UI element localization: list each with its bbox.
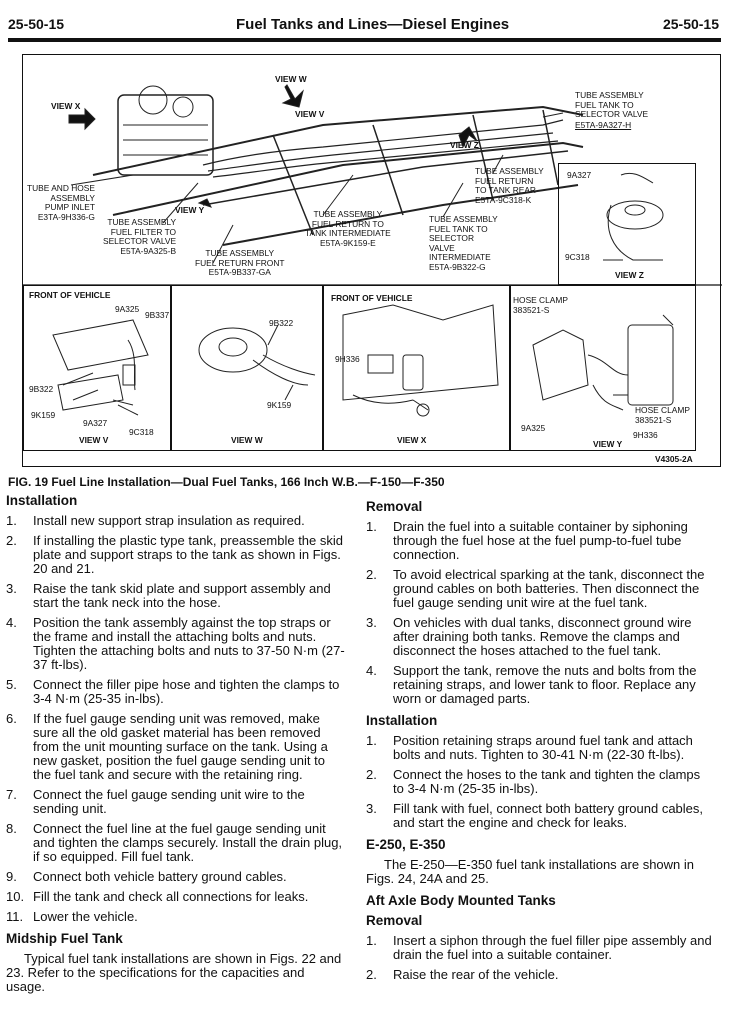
list-item: 3. Fill tank with fuel, connect both battery ground cables, and start the engine and check for leaks. [366,801,704,830]
panel-view-x [323,285,510,451]
label-y-9a325: 9A325 [521,423,546,433]
list-item: 10. Fill the tank and check all connections for leaks. [6,889,309,904]
label-tube-return-intermediate: TUBE ASSEMBLY FUEL RETURN TO TANK INTERMEDIATE E5TA-9K159-E [305,209,391,248]
e250-paragraph: The E-250—E-350 fuel tank installations are shown in Figs. 24, 24A and 25. [366,857,695,886]
list-item: 4. Position the tank assembly against the top straps or the frame and install the attaching bolts and nuts. Tighten the attaching bolts and nuts to 37-50 N·m (27-37 ft-lbs). [6,615,345,672]
midship-heading: Midship Fuel Tank [6,931,123,946]
label-w-caption: VIEW W [231,435,263,445]
list-item: 4. Support the tank, remove the nuts and bolts from the retaining straps, and lower tank to floor. Replace any worn or damaged parts. [366,663,697,706]
label-v-9b322: 9B322 [29,384,54,394]
list-item: 2. If installing the plastic type tank, preassemble the skid plate and support straps to the tank as shown in Figs. 20 and 21. [6,533,343,576]
figure-code: V4305-2A [655,454,693,464]
list-item: 2. Raise the rear of the vehicle. [366,967,559,982]
figure-19 [22,54,721,467]
page-title: Fuel Tanks and Lines—Diesel Engines [236,16,510,33]
label-v-front: FRONT OF VEHICLE [29,290,111,300]
label-tube-filter: TUBE ASSEMBLY FUEL FILTER TO SELECTOR VALVE E5TA-9A325-B [103,217,177,256]
label-v-caption: VIEW V [79,435,109,445]
label-y-9h336: 9H336 [633,430,658,440]
label-tube-selector-valve-pn: E5TA-9A327-H [575,120,632,130]
installation-heading: Installation [6,493,78,508]
label-w-9b322: 9B322 [269,318,294,328]
label-view-w: VIEW W [275,74,307,84]
label-tube-selector-intermediate: TUBE ASSEMBLY FUEL TANK TO SELECTOR VALVE INTERMEDIATE E5TA-9B322-G [429,214,498,272]
figure-caption: FIG. 19 Fuel Line Installation—Dual Fuel Tanks, 166 Inch W.B.—F-150—F-350 [8,475,445,489]
label-v-9a325: 9A325 [115,304,140,314]
label-z-caption: VIEW Z [615,270,644,280]
right-column [366,500,712,988]
header-rule [8,38,721,42]
label-v-9c318: 9C318 [129,427,154,437]
label-x-front: FRONT OF VEHICLE [331,293,413,303]
label-view-x: VIEW X [51,101,81,111]
list-item: 1. Insert a siphon through the fuel filler pipe assembly and drain the fuel into a suitable container. [366,933,712,962]
list-item: 3. On vehicles with dual tanks, disconnect ground wire after draining both tanks. Remove the clamps and disconnect the hoses attached to the fuel tank. [366,615,692,658]
label-view-v: VIEW V [295,109,325,119]
label-y-clamp-right: HOSE CLAMP 383521-S [635,405,690,425]
label-tube-hose-pump: TUBE AND HOSE ASSEMBLY PUMP INLET E3TA-9H336-G [27,183,95,222]
removal-heading: Removal [366,499,423,514]
midship-paragraph: Typical fuel tank installations are shown in Figs. 22 and 23. Refer to the specifications for the capacities and usage. [6,951,342,994]
list-item: 8. Connect the fuel line at the fuel gauge sending unit and tighten the clamps securely. Install the drain plug, if so equipped. Fill fuel tank. [6,821,343,864]
right-installation-heading: Installation [366,713,438,728]
panel-view-w [171,285,323,451]
page-number-right: 25-50-15 [662,16,719,32]
label-v-9b337: 9B337 [145,310,170,320]
label-x-caption: VIEW X [397,435,427,445]
page-header [8,16,719,40]
label-w-9k159: 9K159 [267,400,292,410]
label-tube-return-front: TUBE ASSEMBLY FUEL RETURN FRONT E5TA-9B337-GA [195,248,285,278]
label-y-clamp-top: HOSE CLAMP 383521-S [513,295,568,315]
aft-axle-heading: Aft Axle Body Mounted Tanks [366,893,556,908]
list-item: 1. Drain the fuel into a suitable container by siphoning through the fuel hose at the fuel pump-to-fuel tube connection. [366,519,688,562]
left-column [6,494,346,1002]
label-view-y: VIEW Y [175,205,205,215]
label-view-z: VIEW Z [450,140,479,150]
label-z-9c318: 9C318 [565,252,590,262]
aft-removal-heading: Removal [366,913,423,928]
panel-view-z [558,163,696,285]
e250-heading: E-250, E-350 [366,837,446,852]
list-item: 11. Lower the vehicle. [6,909,138,924]
label-tube-selector-valve: TUBE ASSEMBLY FUEL TANK TO SELECTOR VALVE [575,90,649,120]
label-tube-return-rear: TUBE ASSEMBLY FUEL RETURN TO TANK REAR E5TA-9C318-K [475,166,544,205]
list-item: 2. Connect the hoses to the tank and tighten the clamps to 3-4 N·m (25-35 in-lbs). [366,767,701,796]
label-v-9a327: 9A327 [83,418,108,428]
list-item: 7. Connect the fuel gauge sending unit wire to the sending unit. [6,787,305,816]
page-number-left: 25-50-15 [8,16,65,32]
label-v-9k159: 9K159 [31,410,56,420]
label-y-caption: VIEW Y [593,439,623,449]
label-x-9h336: 9H336 [335,354,360,364]
list-item: 5. Connect the filler pipe hose and tighten the clamps to 3-4 N·m (25-35 in-lbs). [6,677,340,706]
list-item: 6. If the fuel gauge sending unit was removed, make sure all the old gasket material has been removed from the unit mounting surface on the tank. Using a new gasket, position the fuel gauge sending unit to the fuel tank and secure with the retaining ring. [6,711,328,782]
list-item: 1. Install new support strap insulation as required. [6,513,305,528]
list-item: 1. Position retaining straps around fuel tank and attach bolts and nuts. Tighten to 30-41 N·m (22-30 ft-lbs). [366,733,693,762]
label-z-9a327: 9A327 [567,170,592,180]
list-item: 3. Raise the tank skid plate and support assembly and start the tank neck into the hose. [6,581,331,610]
list-item: 9. Connect both vehicle battery ground cables. [6,869,287,884]
list-item: 2. To avoid electrical sparking at the tank, disconnect the ground cables on both batteries. Then disconnect the fuel gauge sending unit wire at the fuel tank. [366,567,705,610]
